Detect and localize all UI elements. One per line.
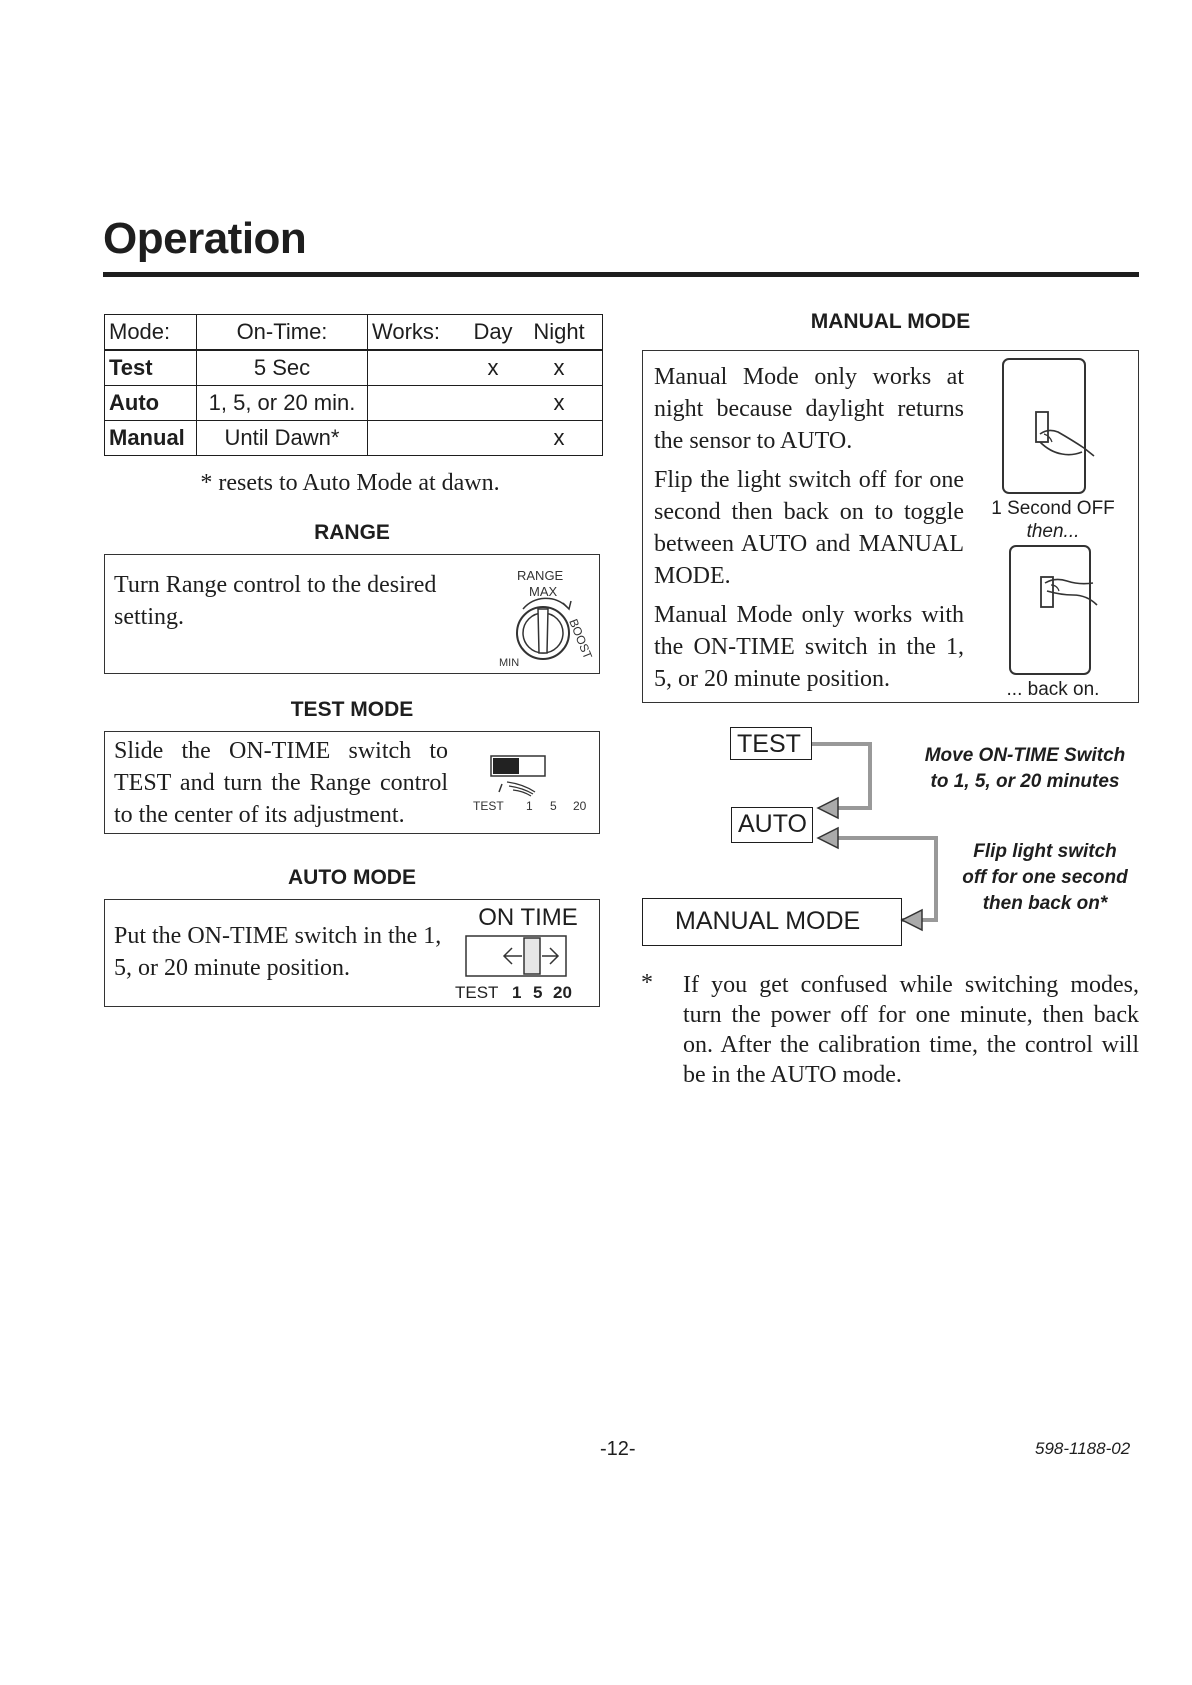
flow-note-move-line-2: to 1, 5, or 20 minutes — [930, 771, 1120, 792]
row-on-time: 5 Sec — [197, 350, 368, 386]
switch-label-5: 5 — [550, 799, 557, 813]
test-mode-heading: TEST MODE — [290, 698, 414, 721]
note-confused-text: If you get confused while switching modes, turn the power off for one minute, then back on. After the calibration time, the control will be in the AUTO mode. — [683, 972, 1139, 1088]
dial-label-min: MIN — [499, 657, 520, 669]
row-night: x — [553, 355, 565, 380]
flow-test-box: TEST — [730, 727, 812, 760]
table-row — [105, 421, 603, 456]
dial-label-range: RANGE — [517, 568, 564, 583]
flow-note-move-switch — [900, 743, 1150, 795]
flow-note-flip-switch — [935, 839, 1155, 917]
auto-switch-label-20: 20 — [553, 983, 572, 1002]
caption-one-second-off: 1 Second OFF — [991, 498, 1115, 519]
manual-para-3: Manual Mode only works with the ON-TIME switch in the 1, 5, or 20 minute position. — [654, 602, 964, 692]
title-rule — [103, 272, 1139, 277]
dial-label-boost: BOOST — [566, 616, 595, 662]
header-mode: Mode: — [105, 315, 197, 351]
light-switch-on-icon — [1007, 543, 1107, 677]
table-footnote: * resets to Auto Mode at dawn. — [200, 470, 500, 496]
row-on-time: Until Dawn* — [197, 421, 368, 456]
range-text: Turn Range control to the desired setting. — [114, 572, 437, 630]
on-time-label: ON TIME — [478, 904, 578, 931]
test-mode-text: Slide the ON-TIME switch to TEST and turn the Range control to the center of its adjustment. — [114, 738, 448, 828]
flow-manual-mode-box: MANUAL MODE — [642, 898, 902, 946]
switch-label-test: TEST — [473, 799, 504, 813]
header-day: Day — [473, 319, 513, 344]
row-day: x — [487, 355, 499, 380]
row-works — [368, 350, 603, 386]
caption-then: then... — [1026, 521, 1080, 542]
row-night: x — [553, 425, 565, 450]
flow-note-flip-line-2: off for one second — [962, 867, 1128, 888]
manual-mode-box — [642, 350, 1139, 703]
range-dial-icon — [485, 563, 597, 671]
test-mode-box — [104, 731, 600, 834]
manual-para-2: Flip the light switch off for one second then back on to toggle between AUTO and MANUAL MODE. — [654, 467, 964, 589]
table-header-row — [105, 315, 603, 351]
row-day — [471, 386, 515, 420]
manual-mode-heading: MANUAL MODE — [810, 310, 971, 333]
row-on-time: 1, 5, or 20 min. — [197, 386, 368, 421]
auto-mode-heading: AUTO MODE — [288, 866, 416, 889]
auto-mode-box — [104, 899, 600, 1007]
document-number: 598-1188-02 — [1035, 1439, 1131, 1458]
auto-mode-text: Put the ON-TIME switch in the 1, 5, or 20 minute position. — [114, 923, 442, 981]
row-day — [471, 421, 515, 455]
flow-note-flip-line-1: Flip light switch — [973, 841, 1117, 862]
table-row — [105, 386, 603, 421]
row-night: x — [553, 390, 565, 415]
light-switch-off-icon — [1000, 356, 1100, 496]
range-heading: RANGE — [314, 521, 390, 544]
auto-switch-label-5: 5 — [533, 983, 543, 1002]
header-on-time: On-Time: — [197, 315, 368, 351]
note-asterisk: * — [641, 970, 653, 996]
flow-note-move-line-1: Move ON-TIME Switch — [924, 745, 1126, 766]
row-mode: Manual — [105, 421, 197, 456]
switch-label-1: 1 — [526, 799, 533, 813]
row-mode: Auto — [105, 386, 197, 421]
auto-switch-label-1: 1 — [512, 983, 522, 1002]
header-night: Night — [533, 319, 585, 344]
auto-switch-icon — [455, 932, 596, 1004]
mode-table — [104, 314, 603, 456]
table-row — [105, 350, 603, 386]
auto-switch-label-test: TEST — [455, 983, 499, 1002]
flow-auto-box: AUTO — [731, 807, 813, 843]
row-works — [368, 421, 603, 456]
page-number: -12- — [600, 1438, 636, 1460]
header-works — [368, 315, 603, 351]
row-works — [368, 386, 603, 421]
header-works-label: Works: — [372, 319, 441, 344]
page-title: Operation — [103, 214, 307, 263]
row-mode: Test — [105, 350, 197, 386]
manual-para-1: Manual Mode only works at night because daylight returns the sensor to AUTO. — [654, 364, 964, 454]
test-switch-icon — [467, 750, 599, 814]
range-box — [104, 554, 600, 674]
flow-note-flip-line-3: then back on* — [982, 893, 1108, 914]
dial-label-max: MAX — [529, 584, 558, 599]
caption-back-on: ... back on. — [1006, 679, 1100, 700]
switch-label-20: 20 — [573, 799, 587, 813]
